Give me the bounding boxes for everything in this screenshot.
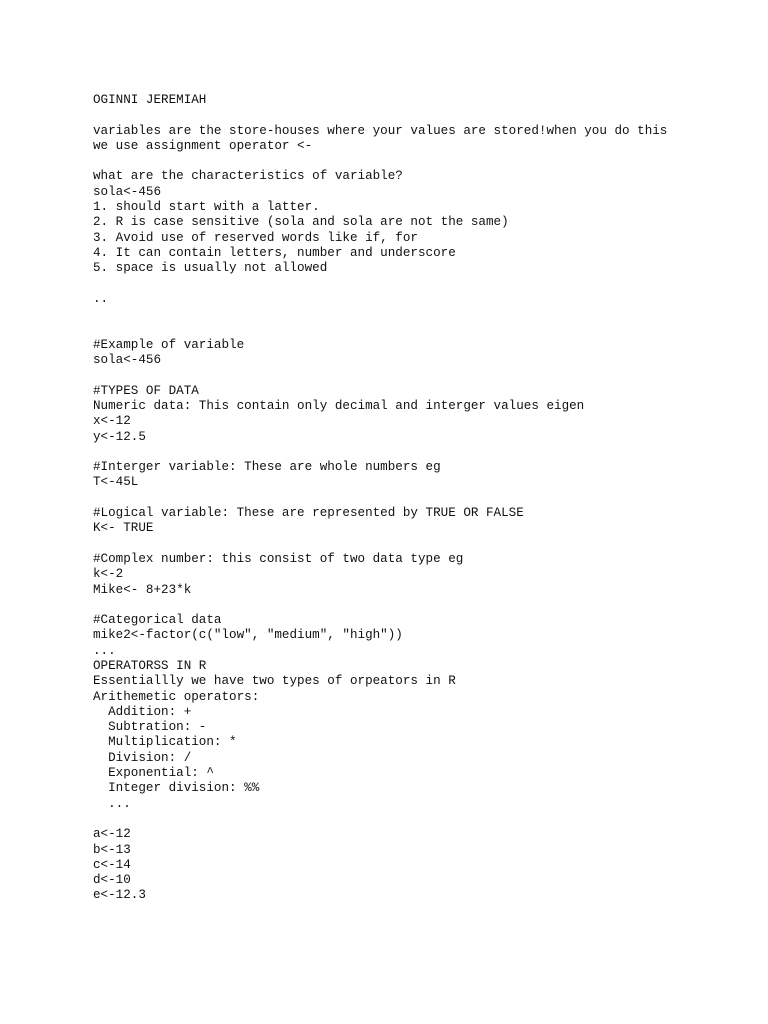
text-line: Arithemetic operators: [93,689,260,704]
blank-line [93,108,753,123]
code-line: sola<-456 [93,184,162,199]
code-line: b<-13 [93,842,131,857]
blank-line [93,537,753,552]
list-item: 2. R is case sensitive (sola and sola are not the same) [93,215,509,230]
list-item: 4. It can contain letters, number and underscore [93,245,456,260]
list-item: Addition: + [93,704,192,719]
list-item: 1. should start with a latter. [93,200,320,215]
code-line: K<- TRUE [93,521,154,536]
text-line: ... [93,643,116,658]
code-line: mike2<-factor(c("low", "medium", "high")) [93,628,403,643]
document-page [93,93,753,904]
blank-line [93,154,753,169]
comment-line: #TYPES OF DATA [93,383,199,398]
code-line: e<-12.3 [93,888,146,903]
author-name: OGINNI JEREMIAH [93,93,207,107]
list-item: 5. space is usually not allowed [93,261,328,276]
comment-line: #Interger variable: These are whole numbers eg [93,460,441,475]
text-line: Numeric data: This contain only decimal and interger values eigen [93,398,585,413]
code-line: T<-45L [93,475,139,490]
list-item: Exponential: ^ [93,766,214,781]
comment-line: #Example of variable [93,337,245,352]
code-line: d<-10 [93,873,131,888]
blank-line [93,307,753,322]
text-line: .. [93,291,109,306]
list-item: Integer division: %% [93,781,260,796]
list-item: 3. Avoid use of reserved words like if, for [93,230,418,245]
list-item: Subtration: - [93,720,207,735]
comment-line: #Logical variable: These are represented by TRUE OR FALSE [93,506,524,521]
list-item: ... [93,796,131,811]
code-line: c<-14 [93,857,131,872]
code-line: x<-12 [93,414,131,429]
blank-line [93,812,753,827]
code-line: Mike<- 8+23*k [93,582,192,597]
text-line: we use assignment operator <- [93,138,313,153]
comment-line: #Complex number: this consist of two data type eg [93,551,464,566]
blank-line [93,598,753,613]
code-line: a<-12 [93,827,131,842]
code-line: y<-12.5 [93,429,146,444]
blank-line [93,277,753,292]
blank-line [93,491,753,506]
text-line: Essentiallly we have two types of orpeators in R [93,674,456,689]
blank-line [93,445,753,460]
blank-line [93,368,753,383]
list-item: Division: / [93,750,192,765]
blank-line [93,322,753,337]
text-line: what are the characteristics of variable? [93,169,403,184]
code-line: k<-2 [93,567,124,582]
code-line: sola<-456 [93,353,162,368]
comment-line: #Categorical data [93,613,222,628]
list-item: Multiplication: * [93,735,237,750]
text-line: variables are the store-houses where your values are stored!when you do this [93,123,668,138]
section-heading: OPERATORSS IN R [93,658,207,673]
